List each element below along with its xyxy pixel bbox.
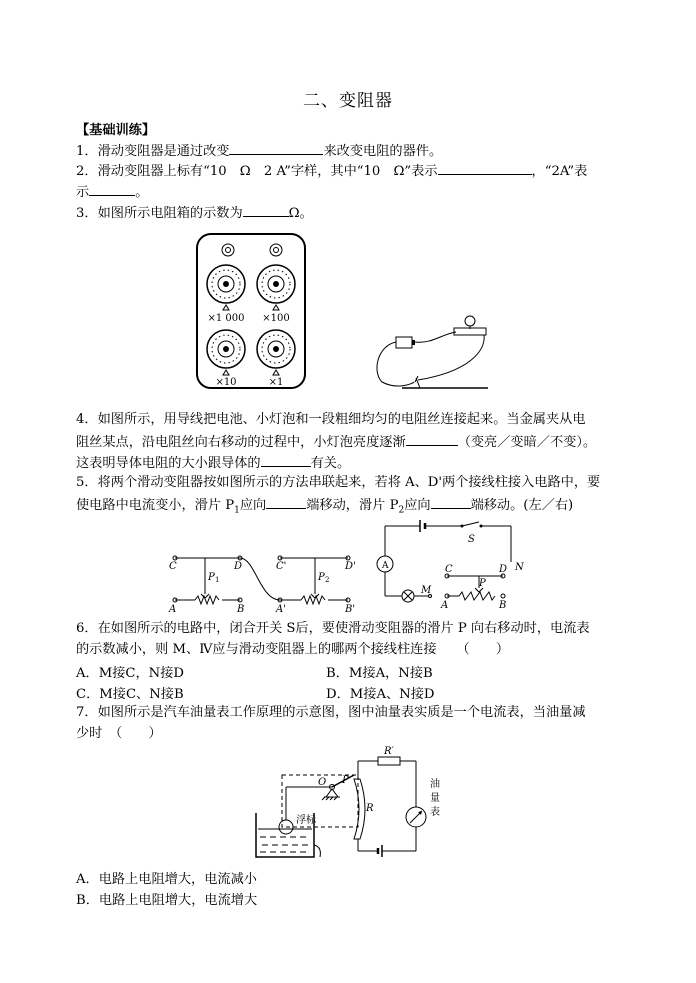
question-3: 3．如图所示电阻箱的示数为 Ω。 [76, 203, 313, 223]
dial-tl[interactable] [207, 265, 245, 303]
question-4-line2: 阻丝某点，沿电阻丝向右移动的过程中，小灯泡亮度逐渐 （变亮／变暗／不变）。 [76, 432, 596, 452]
svg-text:D': D' [345, 561, 356, 572]
answer-blank[interactable] [266, 495, 306, 509]
svg-text:B: B [499, 600, 507, 611]
svg-text:浮标: 浮标 [296, 815, 316, 826]
question-5-line1: 5．将两个滑动变阻器按如图所示的方法串联起来，若将 A、D'两个接线柱接入电路中，要 [76, 475, 601, 490]
q6-option-b[interactable]: B．M接A，N接B [326, 666, 433, 681]
question-4-line1: 4．如图所示，用导线把电池、小灯泡和一段粗细均匀的电阻丝连接起来。当金属夹从电 [76, 412, 586, 427]
q6-option-d[interactable]: D．M接A、N接D [326, 687, 435, 702]
section-heading: 【基础训练】 [76, 123, 156, 138]
label-x100: ×100 [262, 313, 290, 324]
svg-text:R′: R′ [384, 746, 394, 757]
lamp-wire-figure [372, 312, 490, 392]
q6-option-c[interactable]: C．M接C、N接B [76, 687, 184, 702]
svg-text:B: B [237, 604, 245, 615]
q7-option-b[interactable]: B．电路上电阻增大，电流增大 [76, 893, 258, 908]
question-7-line2: 少时 （ ） [76, 726, 162, 741]
answer-blank[interactable] [261, 453, 311, 467]
q7-option-a[interactable]: A．电路上电阻增大，电流减小 [76, 872, 257, 887]
svg-text:C': C' [276, 561, 287, 572]
svg-text:P: P [342, 775, 349, 786]
question-2-line1: 2．滑动变阻器上标有“10 Ω 2 A”字样，其中“10 Ω”表示 ，“2A”表 [76, 161, 587, 181]
svg-text:C: C [445, 564, 453, 575]
svg-text:R: R [366, 803, 374, 814]
label-x10: ×10 [215, 377, 237, 388]
dial-br[interactable] [257, 330, 295, 368]
question-7-line1: 7．如图所示是汽车油量表工作原理的示意图，图中油量表实质是一个电流表，当油量减 [76, 705, 586, 720]
label-x1: ×1 [268, 377, 284, 388]
answer-blank[interactable] [89, 182, 135, 196]
svg-text:D: D [234, 561, 243, 572]
question-5-line2: 使电路中电流变小，滑片 $P_1$应向 端移动，滑片 $P_2$应向 端移动。(左／右) [76, 495, 573, 520]
question-6-line2: 的示数减小，则 M、Ⅳ应与滑动变阻器上的哪两个接线柱连接 （ ） [76, 642, 510, 657]
svg-text:P: P [318, 572, 325, 583]
svg-text:1: 1 [215, 576, 220, 584]
answer-blank[interactable] [438, 161, 532, 175]
rheostats-series-figure [165, 548, 365, 614]
circuit-q6-figure [375, 518, 525, 614]
resistance-box-figure [195, 232, 309, 392]
svg-text:S: S [468, 534, 475, 545]
answer-blank[interactable] [431, 495, 471, 509]
answer-blank[interactable] [229, 141, 323, 155]
svg-text:C: C [169, 561, 177, 572]
svg-text:P: P [479, 578, 486, 589]
answer-blank[interactable] [243, 203, 289, 217]
meter-label: 油量表 [430, 779, 440, 818]
svg-text:P: P [208, 572, 215, 583]
dial-tr[interactable] [257, 265, 295, 303]
label-x1000: ×1 000 [207, 313, 245, 324]
question-6-line1: 6．在如图所示的电路中，闭合开关 S后，要使滑动变阻器的滑片 P 向右移动时，电流表 [76, 621, 590, 636]
svg-text:A: A [169, 604, 177, 615]
svg-text:B': B' [345, 604, 356, 615]
question-4-line3: 这表明导体电阻的大小跟导体的 有关。 [76, 453, 350, 473]
q6-option-a[interactable]: A．M接C，N接D [76, 666, 184, 681]
page-title: 二、变阻器 [303, 91, 393, 111]
question-1: 1．滑动变阻器是通过改变 来改变电阻的器件。 [76, 141, 442, 161]
answer-blank[interactable] [406, 432, 458, 446]
svg-text:A': A' [276, 604, 286, 615]
question-2-line2: 示 。 [76, 182, 148, 202]
svg-text:A: A [441, 600, 449, 611]
svg-text:M: M [421, 585, 432, 596]
svg-text:D: D [499, 564, 508, 575]
fuel-gauge-figure [254, 747, 444, 865]
dial-bl[interactable] [207, 330, 245, 368]
svg-text:N: N [515, 562, 524, 573]
svg-text:A: A [382, 561, 389, 571]
svg-text:O: O [318, 777, 327, 788]
svg-text:2: 2 [325, 576, 330, 584]
